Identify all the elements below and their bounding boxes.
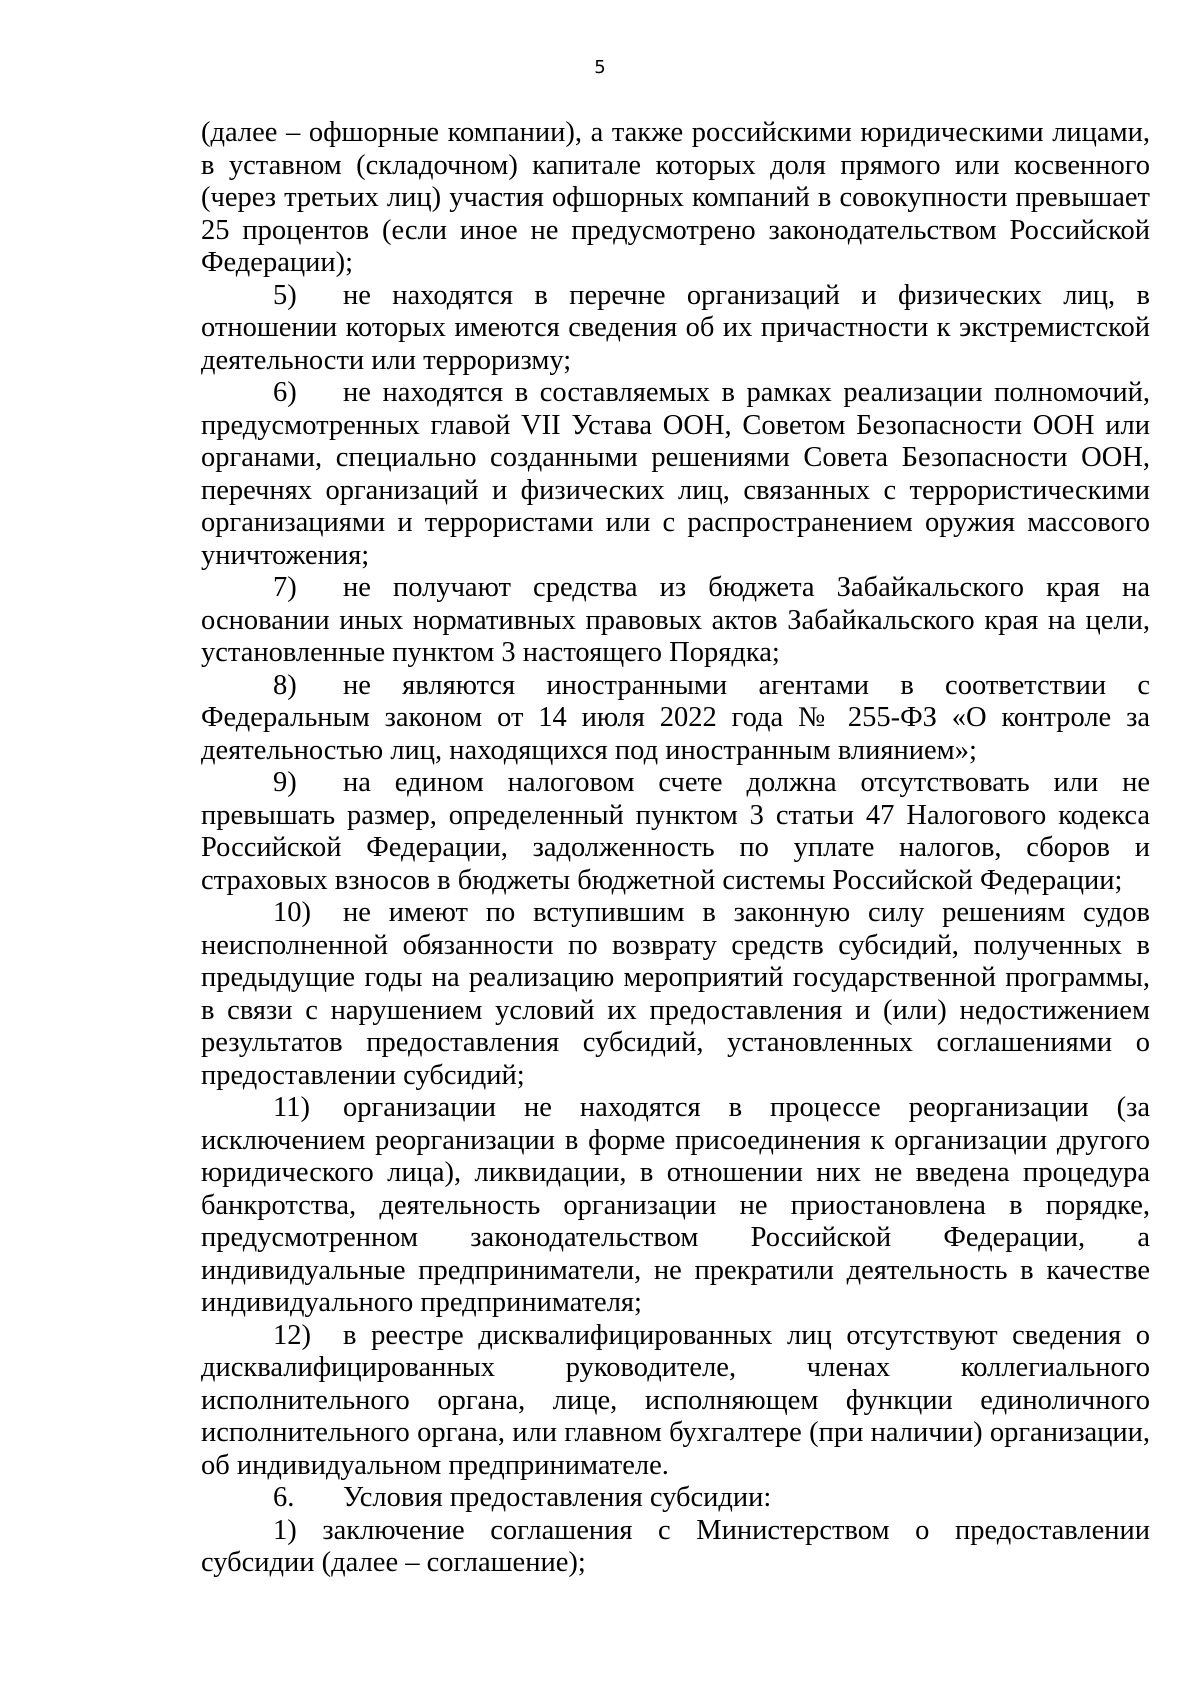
item-text: не имеют по вступившим в законную силу решениям судов неисполненной обязанности по возврату средств субсидий, полученных в предыдущие годы на реализацию мероприятий государственной программы, в связи с нарушением условий их предоставления и (или) недостижением результатов предоставления субсидий, установленных соглашениями о предоставлении субсидий;	[201, 897, 1150, 1091]
page-number: 5	[594, 57, 606, 78]
item-number: 6)	[273, 377, 297, 408]
item-text: 1) заключение соглашения с Министерством о предоставлении субсидии (далее – соглашение);	[201, 1514, 1150, 1578]
condition-item-1	[201, 1515, 1150, 1580]
list-item-8	[201, 670, 1150, 768]
section-title: Условия предоставления субсидии:	[343, 1482, 772, 1513]
list-item-7	[201, 572, 1150, 670]
section-6-heading	[201, 1482, 1150, 1515]
item-number: 10)	[273, 897, 311, 928]
list-item-11	[201, 1092, 1150, 1320]
item-text: не находятся в перечне организаций и физических лиц, в отношении которых имеются сведения об их причастности к экстремистской деятельности или терроризму;	[201, 279, 1150, 376]
item-number: 12)	[273, 1319, 311, 1351]
list-item-12	[201, 1320, 1150, 1483]
item-number: 7)	[273, 572, 297, 603]
document-body	[201, 117, 1150, 1580]
paragraph-continuation	[201, 117, 1150, 280]
item-text: не являются иностранными агентами в соответствии с Федеральным законом от 14 июля 2022 года № 255-ФЗ «О контроле за деятельностью лиц, находящихся под иностранным влиянием»;	[201, 669, 1150, 766]
item-text: в реестре дисквалифицированных лиц отсутствуют сведения о дисквалифицированных руководителе, членах коллегиального исполнительного органа, лице, исполняющем функции единоличного исполнительного органа, или главном бухгалтере (при наличии) организации, об индивидуальном предпринимателе.	[201, 1319, 1150, 1481]
list-item-10	[201, 897, 1150, 1092]
list-item-6	[201, 377, 1150, 572]
item-number: 9)	[273, 767, 297, 798]
list-item-5	[201, 280, 1150, 378]
item-text: не находятся в составляемых в рамках реализации полномочий, предусмотренных главой VII Устава ООН, Советом Безопасности ООН или органами, специально созданными решениями Совета Безопасности ООН, перечнях организаций и физических лиц, связанных с террористическими организациями и террористами или с распространением оружия массового уничтожения;	[201, 377, 1150, 571]
item-text: на едином налоговом счете должна отсутствовать или не превышать размер, определенный пунктом 3 статьи 47 Налогового кодекса Российской Федерации, задолженность по уплате налогов, сборов и страховых взносов в бюджеты бюджетной системы Российской Федерации;	[201, 767, 1150, 896]
section-number: 6.	[273, 1482, 295, 1513]
item-number: 5)	[273, 279, 297, 311]
list-item-9	[201, 767, 1150, 897]
item-number: 11)	[273, 1092, 310, 1123]
item-text: организации не находятся в процессе реорганизации (за исключением реорганизации в форме присоединения к организации другого юридического лица), ликвидации, в отношении них не введена процедура банкротства, деятельность организации не приостановлена в порядке, предусмотренном законодательством Российской Федерации, а индивидуальные предприниматели, не прекратили деятельность в качестве индивидуального предпринимателя;	[201, 1092, 1150, 1318]
item-text: не получают средства из бюджета Забайкальского края на основании иных нормативных правовых актов Забайкальского края на цели, установленные пунктом 3 настоящего Порядка;	[201, 572, 1150, 668]
item-number: 8)	[273, 669, 297, 701]
paragraph-text: (далее – офшорные компании), а также российскими юридическими лицами, в уставном (складочном) капитале которых доля прямого или косвенного (через третьих лиц) участия офшорных компаний в совокупности превышает 25 процентов (если иное не предусмотрено законодательством Российской Федерации);	[201, 117, 1150, 278]
